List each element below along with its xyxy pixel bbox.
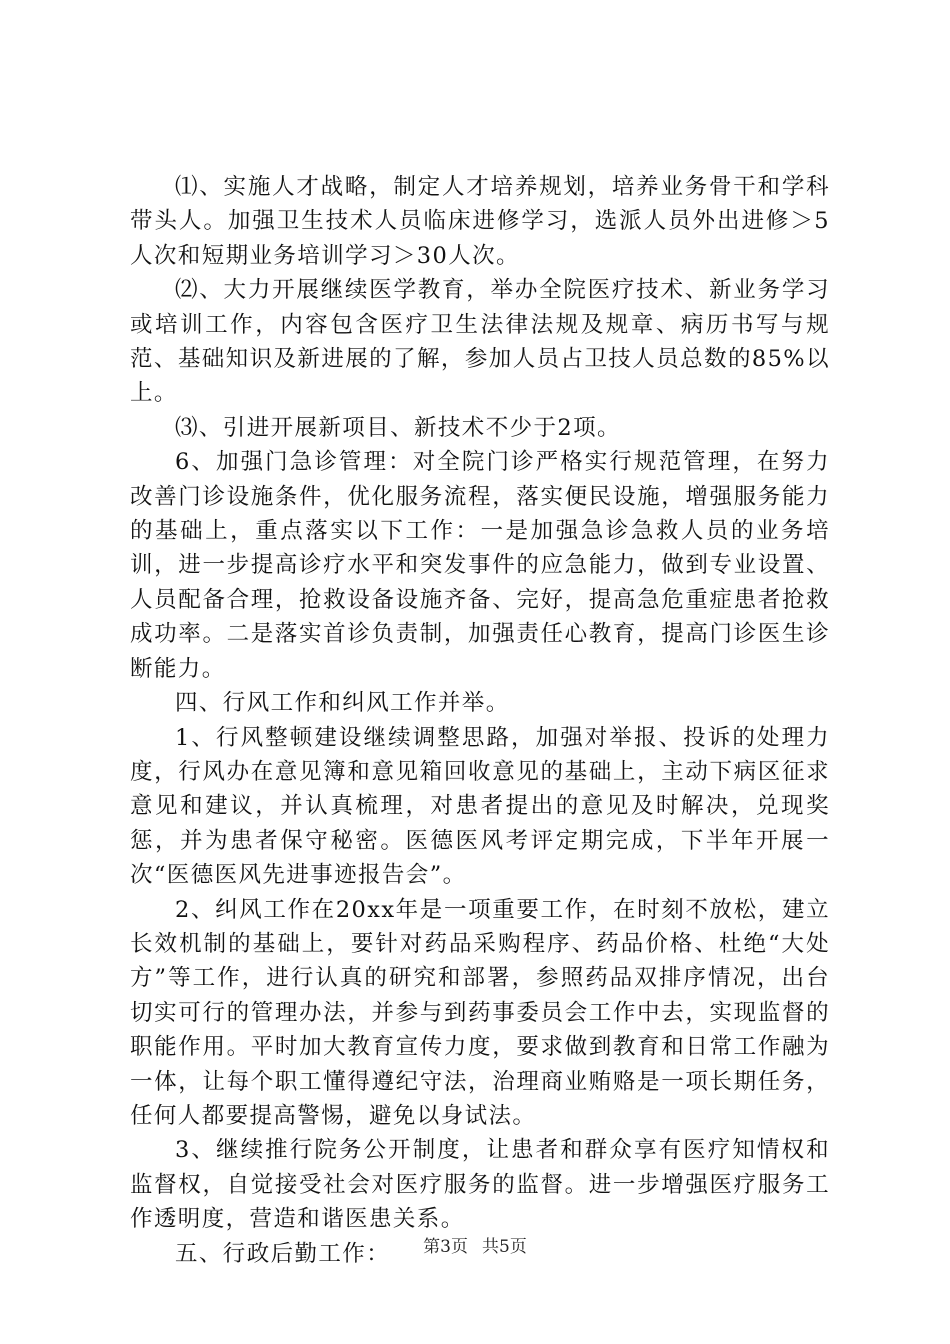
document-body [130,170,830,1271]
paragraph-new-projects: ⑶、引进开展新项目、新技术不少于2项。 [175,414,621,441]
page-number: 第3页 [423,1237,468,1257]
paragraph-anti-corruption: 2、纠风工作在20xx年是一项重要工作，在时刻不放松，建立长效机制的基础上，要针对药品采购程序、药品价格、杜绝“大处方”等工作，进行认真的研究和部署，参照药品双排序情况，出台切实可行的管理办法，并参与到药事委员会工作中去，实现监督的职能作用。平时加大教育宣传力度，要求做到教育和日常工作融为一体，让每个职工懂得遵纪守法，治理商业贿赂是一项长期任务，任何人都要提高警惕，避免以身试法。 [130,896,830,1129]
section-heading-logistics: 五、行政后勤工作： [175,1240,391,1267]
page-footer [0,1236,950,1258]
page-total: 共5页 [482,1237,527,1257]
section-heading-conduct: 四、行风工作和纠风工作并举。 [175,690,510,717]
paragraph-outpatient-management: 6、加强门急诊管理：对全院门诊严格实行规范管理，在努力改善门诊设施条件，优化服务流程，落实便民设施，增强服务能力的基础上，重点落实以下工作：一是加强急诊急救人员的业务培训，进一步提高诊疗水平和突发事件的应急能力，做到专业设置、人员配备合理，抢救设备设施齐备、完好，提高急危重症患者抢救成功率。二是落实首诊负责制，加强责任心教育，提高门诊医生诊断能力。 [130,449,830,682]
paragraph-hospital-transparency: 3、继续推行院务公开制度，让患者和群众享有医疗知情权和监督权，自觉接受社会对医疗服务的监督。进一步增强医疗服务工作透明度，营造和谐医患关系。 [130,1137,830,1233]
paragraph-conduct-rectification: 1、行风整顿建设继续调整思路，加强对举报、投诉的处理力度，行风办在意见簿和意见箱回收意见的基础上，主动下病区征求意见和建议，并认真梳理，对患者提出的意见及时解决，兑现奖惩，并为患者保守秘密。医德医风考评定期完成，下半年开展一次“医德医风先进事迹报告会”。 [130,724,830,889]
paragraph-continuing-education: ⑵、大力开展继续医学教育，举办全院医疗技术、新业务学习或培训工作，内容包含医疗卫生法律法规及规章、病历书写与规范、基础知识及新进展的了解，参加人员占卫技人员总数的85%以上。 [130,277,830,407]
paragraph-talent-strategy: ⑴、实施人才战略，制定人才培养规划，培养业务骨干和学科带头人。加强卫生技术人员临床进修学习，选派人员外出进修＞5人次和短期业务培训学习＞30人次。 [130,174,830,269]
